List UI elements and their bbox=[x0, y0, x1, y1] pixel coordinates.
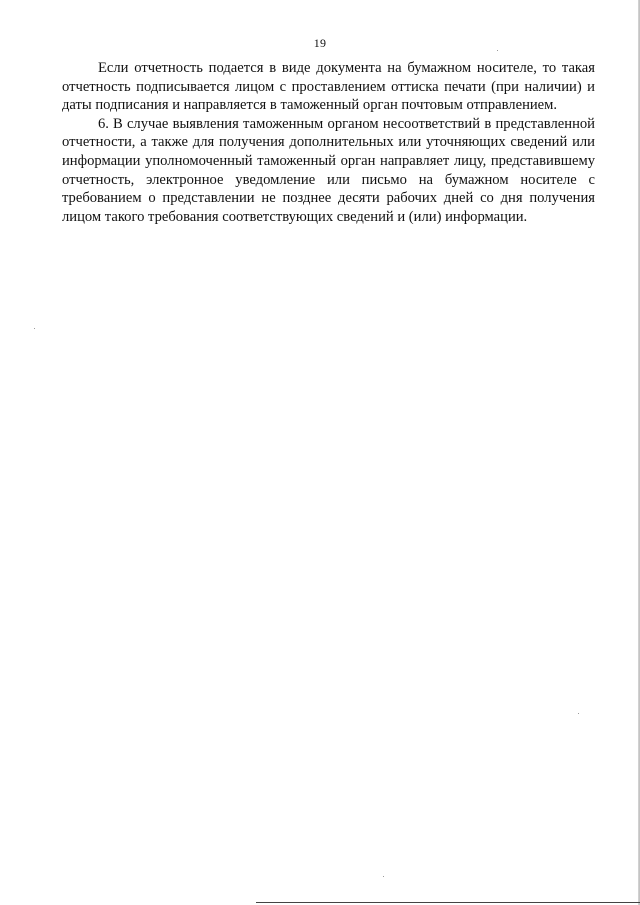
scan-speck bbox=[34, 328, 35, 329]
paragraph-text: В случае выявления таможенным органом несоответствий в представленной отчетности, а также для получения дополнительных или уточняющих сведений или информации уполномоченный таможенный орган направляет лицу, представившему отчетность, электронное уведомление или письмо на бумажном носителе с требованием о представлении не позднее десяти рабочих дней со дня получения лицом такого требования соответствующих сведений и (или) информации. bbox=[62, 115, 595, 225]
page-number: 19 bbox=[313, 36, 327, 50]
scan-edge-bottom bbox=[256, 902, 640, 903]
document-body bbox=[62, 59, 595, 226]
paragraph-text: Если отчетность подается в виде документа на бумажном носителе, то такая отчетность подписывается лицом с проставлением оттиска печати (при наличии) и даты подписания и направляется в таможенный орган почтовым отправлением. bbox=[62, 60, 595, 114]
scan-speck bbox=[497, 50, 498, 51]
paragraph-paper-submission bbox=[62, 59, 595, 115]
paragraph-6-discrepancies bbox=[62, 115, 595, 227]
paragraph-number: 6. bbox=[98, 115, 109, 132]
scan-speck bbox=[383, 876, 384, 877]
scan-speck bbox=[578, 713, 579, 714]
